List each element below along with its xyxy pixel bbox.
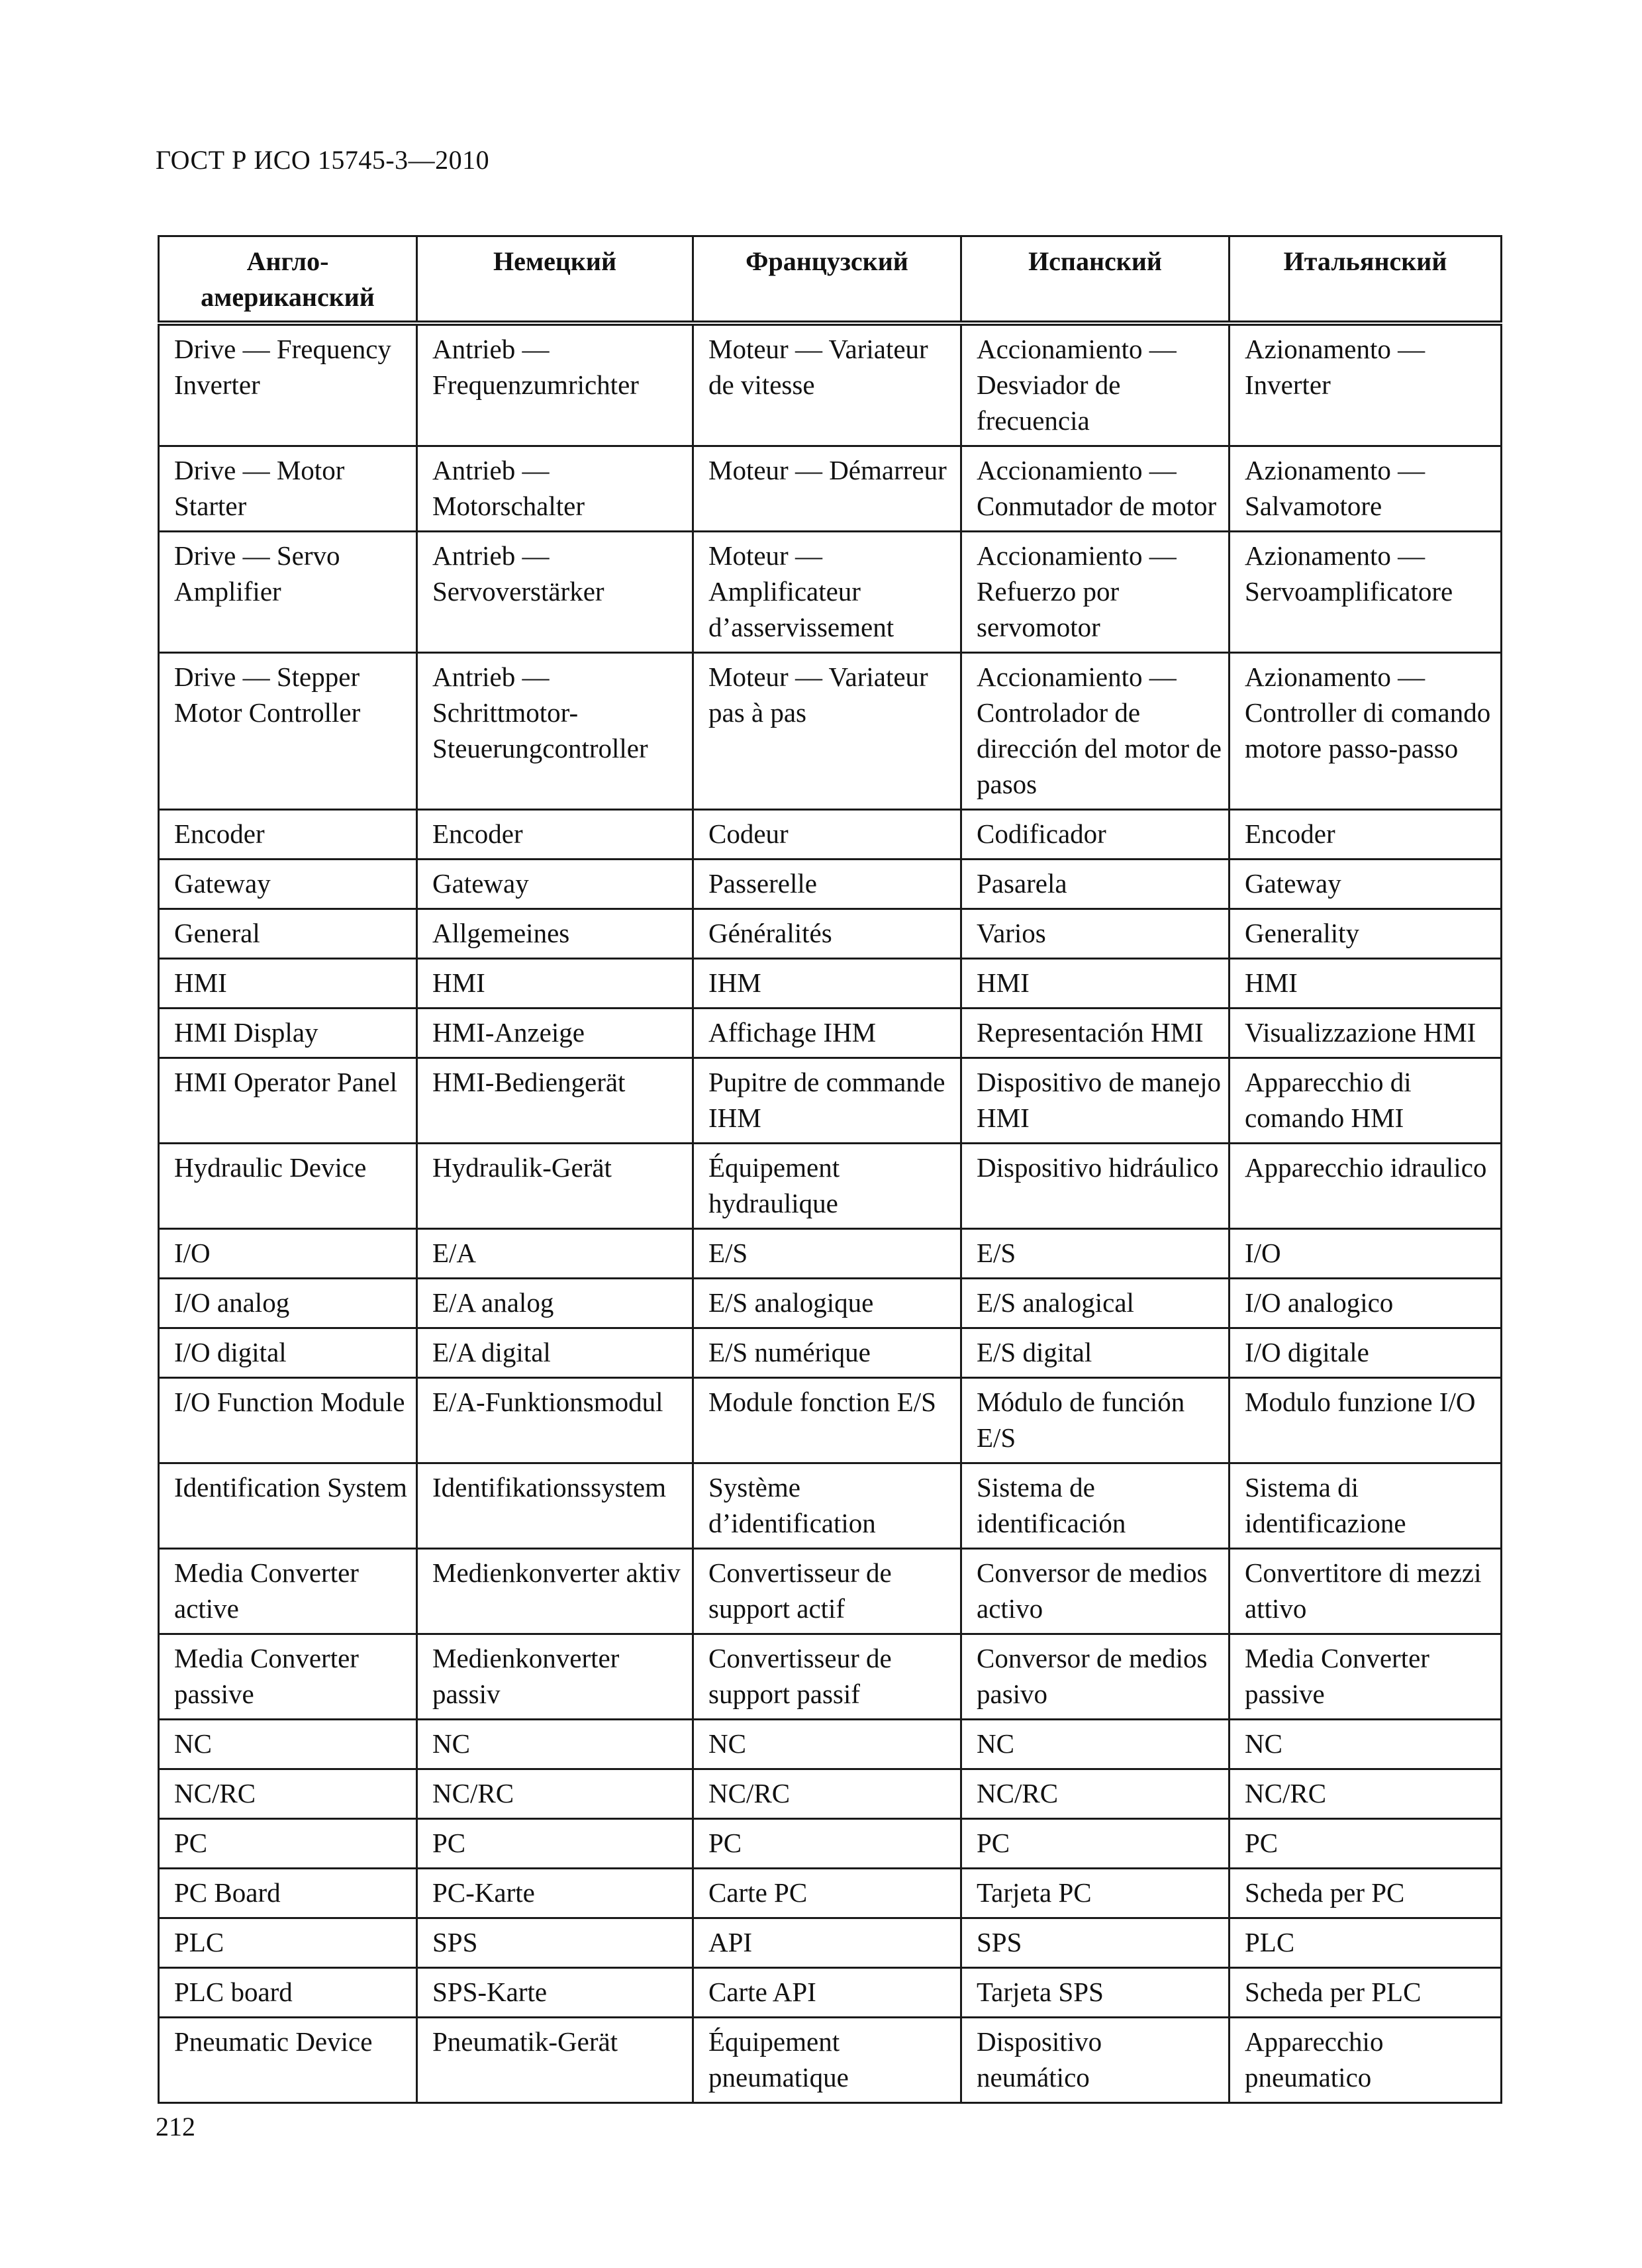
cell-german: NC [417,1720,693,1769]
cell-italian: Azionamento — Salvamotore [1230,446,1502,532]
cell-italian: PLC [1230,1918,1502,1968]
cell-italian: Sistema di identificazione [1230,1463,1502,1549]
cell-french: Codeur [693,810,961,860]
cell-italian: Azionamento — Controller di comando motore passo-passo [1230,653,1502,810]
cell-anglo-american: I/O [159,1229,417,1279]
cell-italian: Apparecchio idraulico [1230,1144,1502,1229]
cell-spanish: E/S [961,1229,1230,1279]
cell-anglo-american: General [159,909,417,959]
cell-german: Antrieb — Motorschalter [417,446,693,532]
cell-french: Équipement pneumatique [693,2018,961,2103]
cell-spanish: Varios [961,909,1230,959]
cell-french: Moteur — Amplificateur d’asservissement [693,532,961,653]
cell-anglo-american: Drive — Motor Starter [159,446,417,532]
cell-spanish: Sistema de identificación [961,1463,1230,1549]
cell-italian: Generality [1230,909,1502,959]
cell-german: Gateway [417,860,693,909]
table-row [159,1549,1502,1634]
cell-german: Pneumatik-Gerät [417,2018,693,2103]
cell-french: API [693,1918,961,1968]
cell-italian: Scheda per PLC [1230,1968,1502,2018]
table-row [159,1819,1502,1869]
cell-italian: Apparecchio di comando HMI [1230,1058,1502,1144]
table-row [159,1058,1502,1144]
cell-anglo-american: Identification System [159,1463,417,1549]
page-number: 212 [156,2112,195,2142]
cell-spanish: Dispositivo de manejo HMI [961,1058,1230,1144]
cell-spanish: HMI [961,959,1230,1009]
table-row [159,1378,1502,1463]
cell-spanish: SPS [961,1918,1230,1968]
cell-french: Affichage IHM [693,1009,961,1058]
cell-italian: Azionamento — Inverter [1230,323,1502,446]
column-header-spanish: Испанский [961,236,1230,324]
cell-spanish: E/S analogical [961,1279,1230,1328]
cell-anglo-american: PC [159,1819,417,1869]
table-row [159,446,1502,532]
cell-french: NC/RC [693,1769,961,1819]
table-row [159,959,1502,1009]
cell-spanish: Accionamiento — Controlador de dirección del motor de pasos [961,653,1230,810]
cell-french: Moteur — Variateur pas à pas [693,653,961,810]
cell-anglo-american: I/O analog [159,1279,417,1328]
cell-italian: HMI [1230,959,1502,1009]
cell-italian: Scheda per PC [1230,1869,1502,1918]
cell-french: E/S numérique [693,1328,961,1378]
table-row [159,1328,1502,1378]
cell-italian: Apparecchio pneumatico [1230,2018,1502,2103]
cell-german: E/A [417,1229,693,1279]
cell-italian: Visualizzazione HMI [1230,1009,1502,1058]
cell-spanish: Accionamiento — Conmutador de motor [961,446,1230,532]
cell-french: Module fonction E/S [693,1378,961,1463]
cell-german: PC-Karte [417,1869,693,1918]
table-row [159,810,1502,860]
cell-italian: Encoder [1230,810,1502,860]
cell-french: Convertisseur de support passif [693,1634,961,1720]
cell-spanish: Accionamiento — Refuerzo por servomotor [961,532,1230,653]
cell-anglo-american: HMI [159,959,417,1009]
cell-spanish: Dispositivo hidráulico [961,1144,1230,1229]
cell-german: Antrieb — Schrittmotor-Steuerungcontroller [417,653,693,810]
table-row [159,1769,1502,1819]
cell-german: E/A analog [417,1279,693,1328]
cell-german: Hydraulik-Gerät [417,1144,693,1229]
cell-german: Allgemeines [417,909,693,959]
cell-german: E/A-Funktionsmodul [417,1378,693,1463]
cell-italian: PC [1230,1819,1502,1869]
cell-spanish: Dispositivo neumático [961,2018,1230,2103]
cell-anglo-american: Media Converter passive [159,1634,417,1720]
cell-french: Carte API [693,1968,961,2018]
cell-french: Équipement hydraulique [693,1144,961,1229]
cell-spanish: Conversor de medios pasivo [961,1634,1230,1720]
table-row [159,323,1502,446]
cell-spanish: Tarjeta SPS [961,1968,1230,2018]
cell-anglo-american: Gateway [159,860,417,909]
column-header-french: Французский [693,236,961,324]
table-row [159,860,1502,909]
cell-anglo-american: Encoder [159,810,417,860]
cell-german: SPS-Karte [417,1968,693,2018]
cell-italian: I/O analogico [1230,1279,1502,1328]
cell-italian: Media Converter passive [1230,1634,1502,1720]
cell-french: Carte PC [693,1869,961,1918]
cell-french: Système d’identification [693,1463,961,1549]
table-row [159,1968,1502,2018]
cell-anglo-american: I/O digital [159,1328,417,1378]
cell-anglo-american: PC Board [159,1869,417,1918]
cell-anglo-american: NC/RC [159,1769,417,1819]
cell-french: NC [693,1720,961,1769]
cell-anglo-american: Pneumatic Device [159,2018,417,2103]
cell-spanish: NC/RC [961,1769,1230,1819]
running-head: ГОСТ Р ИСО 15745-3—2010 [156,145,490,175]
cell-german: Medienkonverter aktiv [417,1549,693,1634]
cell-french: Pupitre de commande IHM [693,1058,961,1144]
cell-anglo-american: Hydraulic Device [159,1144,417,1229]
table-row [159,1869,1502,1918]
cell-german: E/A digital [417,1328,693,1378]
cell-anglo-american: NC [159,1720,417,1769]
cell-spanish: E/S digital [961,1328,1230,1378]
cell-spanish: Pasarela [961,860,1230,909]
table-row [159,653,1502,810]
cell-italian: Azionamento — Servoamplificatore [1230,532,1502,653]
column-header-anglo-american: Англо-американский [159,236,417,324]
cell-spanish: Tarjeta PC [961,1869,1230,1918]
table-row [159,1720,1502,1769]
cell-anglo-american: Drive — Servo Amplifier [159,532,417,653]
table-body [159,323,1502,2103]
table-row [159,909,1502,959]
cell-german: Medienkonverter passiv [417,1634,693,1720]
cell-anglo-american: Drive — Frequency Inverter [159,323,417,446]
table-row [159,2018,1502,2103]
cell-spanish: Codificador [961,810,1230,860]
cell-french: Passerelle [693,860,961,909]
cell-anglo-american: Drive — Stepper Motor Controller [159,653,417,810]
cell-anglo-american: PLC board [159,1968,417,2018]
cell-german: Antrieb — Servoverstärker [417,532,693,653]
table-row [159,1918,1502,1968]
table-row [159,1634,1502,1720]
cell-italian: I/O digitale [1230,1328,1502,1378]
table-row [159,1229,1502,1279]
cell-italian: NC/RC [1230,1769,1502,1819]
cell-anglo-american: Media Converter active [159,1549,417,1634]
cell-german: Antrieb — Frequenzumrichter [417,323,693,446]
cell-french: Convertisseur de support actif [693,1549,961,1634]
table-header [159,236,1502,324]
cell-italian: Convertitore di mezzi attivo [1230,1549,1502,1634]
cell-french: E/S analogique [693,1279,961,1328]
cell-german: HMI-Anzeige [417,1009,693,1058]
cell-anglo-american: HMI Display [159,1009,417,1058]
cell-german: PC [417,1819,693,1869]
table-row [159,1144,1502,1229]
cell-french: E/S [693,1229,961,1279]
cell-anglo-american: PLC [159,1918,417,1968]
cell-spanish: Accionamiento — Desviador de frecuencia [961,323,1230,446]
cell-spanish: Representación HMI [961,1009,1230,1058]
cell-italian: NC [1230,1720,1502,1769]
header-row [159,236,1502,324]
column-header-german: Немецкий [417,236,693,324]
cell-german: HMI [417,959,693,1009]
cell-spanish: PC [961,1819,1230,1869]
table-row [159,532,1502,653]
cell-german: HMI-Bediengerät [417,1058,693,1144]
cell-spanish: NC [961,1720,1230,1769]
cell-spanish: Módulo de función E/S [961,1378,1230,1463]
cell-french: Généralités [693,909,961,959]
cell-italian: Gateway [1230,860,1502,909]
cell-anglo-american: I/O Function Module [159,1378,417,1463]
cell-french: IHM [693,959,961,1009]
cell-german: NC/RC [417,1769,693,1819]
terminology-table [158,235,1502,2104]
table-row [159,1279,1502,1328]
table-row [159,1009,1502,1058]
column-header-italian: Итальянский [1230,236,1502,324]
cell-german: Identifikationssystem [417,1463,693,1549]
cell-italian: Modulo funzione I/O [1230,1378,1502,1463]
cell-french: Moteur — Démarreur [693,446,961,532]
cell-french: PC [693,1819,961,1869]
table-row [159,1463,1502,1549]
cell-italian: I/O [1230,1229,1502,1279]
cell-spanish: Conversor de medios activo [961,1549,1230,1634]
cell-french: Moteur — Variateur de vitesse [693,323,961,446]
cell-german: SPS [417,1918,693,1968]
cell-german: Encoder [417,810,693,860]
cell-anglo-american: HMI Operator Panel [159,1058,417,1144]
